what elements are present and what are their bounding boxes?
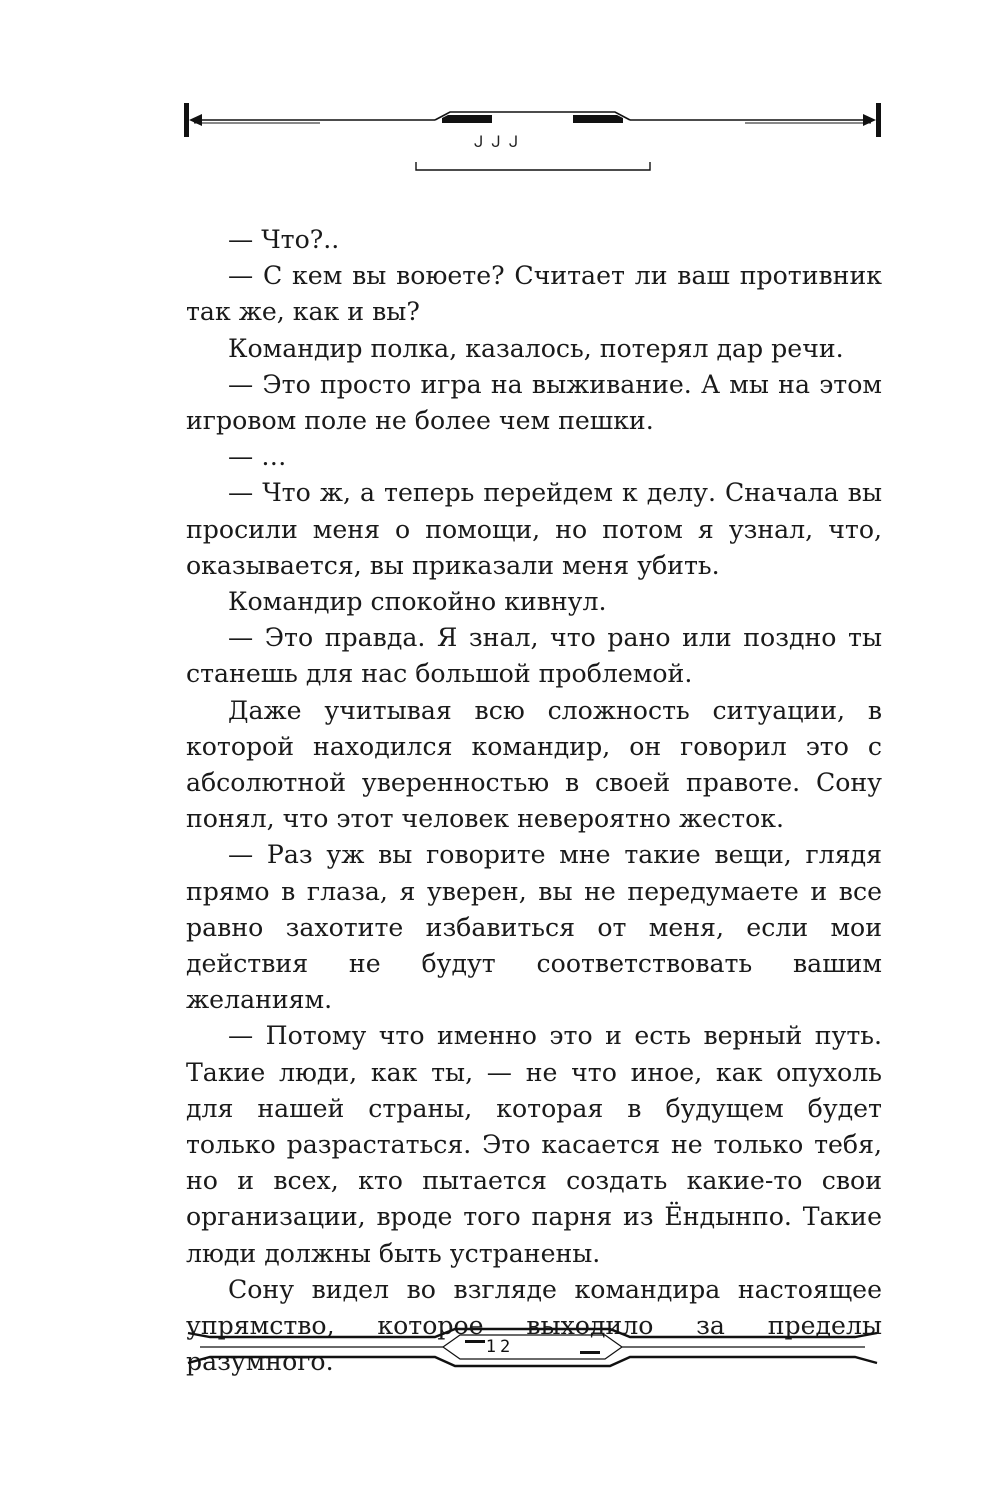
paragraph: — С кем вы воюете? Считает ли ваш противник так же, как и вы? [186, 261, 882, 327]
paragraph: — Это правда. Я знал, что рано или поздно ты станешь для нас большой проблемой. [186, 623, 882, 689]
paragraph: — … [228, 442, 287, 472]
paragraph: — Раз уж вы говорите мне такие вещи, глядя прямо в глаза, я уверен, вы не передумаете и все равно захотите избавиться от меня, если мои действия не будут соответствовать вашим желаниям. [186, 840, 882, 1015]
paragraph: Командир полка, казалось, потерял дар речи. [228, 333, 844, 363]
page-number: 12 [485, 1337, 515, 1357]
paragraph: — Это просто игра на выживание. А мы на этом игровом поле не более чем пешки. [186, 369, 882, 436]
paragraph: Командир спокойно кивнул. [228, 587, 607, 617]
body-text [186, 222, 882, 1381]
paragraph: — Что ж, а теперь перейдем к делу. Сначала вы просили меня о помощи, но потом я узнал, что, оказывается, вы приказали меня убить. [186, 478, 882, 580]
running-title: ᒍᒍᒍ [473, 133, 527, 151]
paragraph: — Что?.. [228, 225, 340, 254]
paragraph: Даже учитывая всю сложность ситуации, в которой находился командир, он говорил это с абсолютной уверенностью в своей правоте. Сону понял, что этот человек невероятно жесток. [186, 695, 882, 834]
paragraph: Сону видел во взгляде командира настоящее упрямство, которое выходило за пределы разумного. [186, 1274, 882, 1377]
paragraph: — Потому что именно это и есть верный путь. Такие люди, как ты, — не что иное, как опухоль для нашей страны, которая в будущем будет только разрастаться. Это касается не только тебя, но и всех, кто пытается создать какие-то свои организации, вроде того парня из Ёндынпо. Такие люди должны быть устранены. [186, 1021, 882, 1268]
